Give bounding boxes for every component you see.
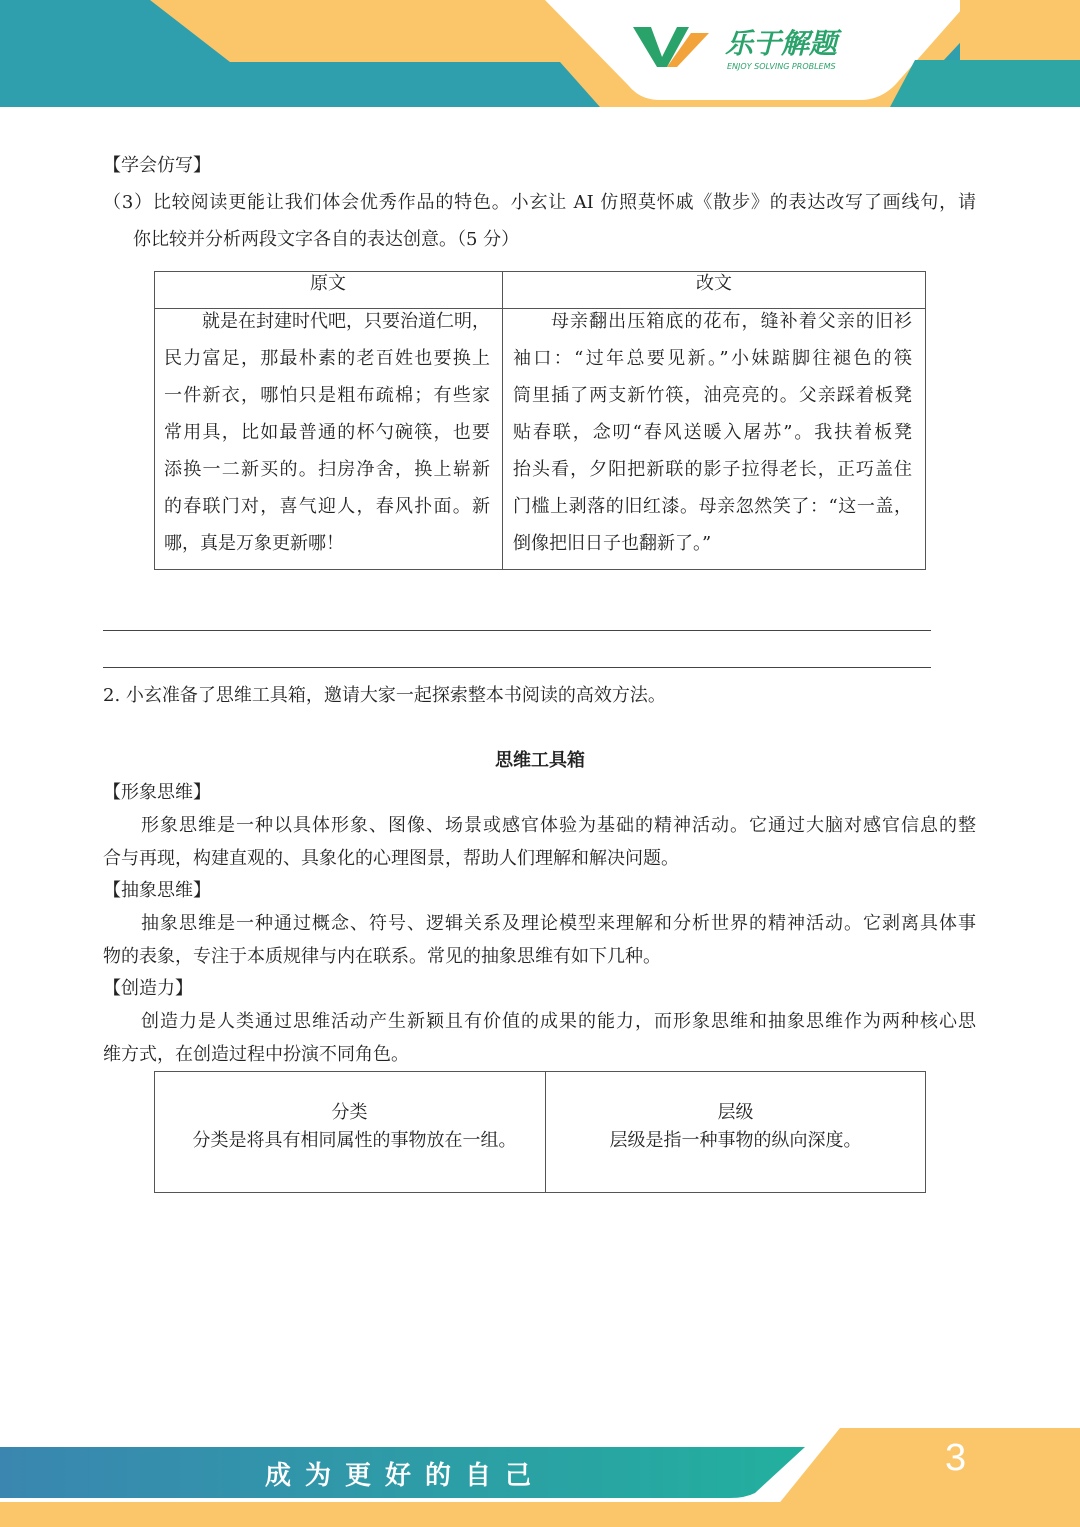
toolbox-section-heading: 【形象思维】 <box>103 782 211 803</box>
header-banner <box>0 0 1080 110</box>
table-header-rewritten: 改文 <box>696 273 732 294</box>
table-header-original: 原文 <box>310 273 346 294</box>
table-divider <box>502 271 503 570</box>
toolbox-paragraph-line: 抽象思维是一种通过概念、符号、逻辑关系及理论模型来理解和分析世界的精神活动。它剥离具体事 <box>141 913 976 934</box>
method-desc: 分类是将具有相同属性的事物放在一组。 <box>192 1130 517 1151</box>
footer-slogan: 成为更好的自己 <box>265 1461 546 1491</box>
page-number: 3 <box>945 1437 967 1479</box>
table-cell-line: 的春联门对，喜气迎人，春风扑面。新 <box>164 496 490 517</box>
table-cell-line: 抬头看，夕阳把新联的影子拉得老长，正巧盖住 <box>513 459 912 480</box>
table-cell-line: 母亲翻出压箱底的花布，缝补着父亲的旧衫 <box>551 311 912 332</box>
method-title: 分类 <box>331 1102 368 1123</box>
table-cell-line: 民力富足，那最朴素的老百姓也要换上 <box>164 348 490 369</box>
question-text: 你比较并分析两段文字各自的表达创意。（5 分） <box>133 229 520 250</box>
toolbox-title: 思维工具箱 <box>495 750 585 771</box>
table-divider <box>154 308 926 309</box>
table-cell-line: 哪，真是万象更新哪！ <box>164 533 344 554</box>
table-cell-line: 添换一二新买的。扫房净舍，换上崭新 <box>164 459 490 480</box>
logo-icon <box>633 25 713 70</box>
toolbox-paragraph-line: 合与再现，构建直观的、具象化的心理图景，帮助人们理解和解决问题。 <box>103 847 679 869</box>
table-cell-line: 一件新衣，哪怕只是粗布疏棉；有些家 <box>164 385 490 406</box>
answer-line[interactable] <box>103 630 931 631</box>
question-text: （3）比较阅读更能让我们体会优秀作品的特色。小玄让 AI 仿照莫怀戚《散步》的表达改写了画线句，请 <box>103 192 976 213</box>
logo-tagline: ENJOY SOLVING PROBLEMS <box>727 62 836 71</box>
answer-line[interactable] <box>103 667 931 668</box>
question-2-text: 2. 小玄准备了思维工具箱，邀请大家一起探索整本书阅读的高效方法。 <box>103 685 666 706</box>
toolbox-paragraph-line: 维方式，在创造过程中扮演不同角色。 <box>103 1043 409 1065</box>
toolbox-paragraph-line: 创造力是人类通过思维活动产生新颖且有价值的成果的能力，而形象思维和抽象思维作为两种核心思 <box>141 1011 976 1032</box>
toolbox-section-heading: 【创造力】 <box>103 978 193 999</box>
table-cell-line: 就是在封建时代吧，只要治道仁明， <box>202 311 490 332</box>
table-cell-line: 袖口：“过年总要见新。”小妹踮脚往褪色的筷 <box>513 348 912 369</box>
table-cell-line: 筒里插了两支新竹筷，油亮亮的。父亲踩着板凳 <box>513 385 912 406</box>
toolbox-section-heading: 【抽象思维】 <box>103 880 211 901</box>
method-title: 层级 <box>717 1102 754 1123</box>
table-cell-line: 倒像把旧日子也翻新了。” <box>513 533 712 554</box>
section-heading: 【学会仿写】 <box>103 155 211 176</box>
table-cell-line: 门槛上剥落的旧红漆。母亲忽然笑了：“这一盖， <box>513 496 912 517</box>
toolbox-paragraph-line: 形象思维是一种以具体形象、图像、场景或感官体验为基础的精神活动。它通过大脑对感官信息的整 <box>141 815 976 836</box>
method-desc: 层级是指一种事物的纵向深度。 <box>609 1130 862 1151</box>
logo-text: 乐于解题 <box>725 27 838 60</box>
table-cell-line: 常用具，比如最普通的杯勺碗筷，也要 <box>164 422 490 443</box>
toolbox-paragraph-line: 物的表象，专注于本质规律与内在联系。常见的抽象思维有如下几种。 <box>103 945 661 967</box>
table-cell-line: 贴春联，念叨“春风送暖入屠苏”。我扶着板凳 <box>513 422 912 443</box>
